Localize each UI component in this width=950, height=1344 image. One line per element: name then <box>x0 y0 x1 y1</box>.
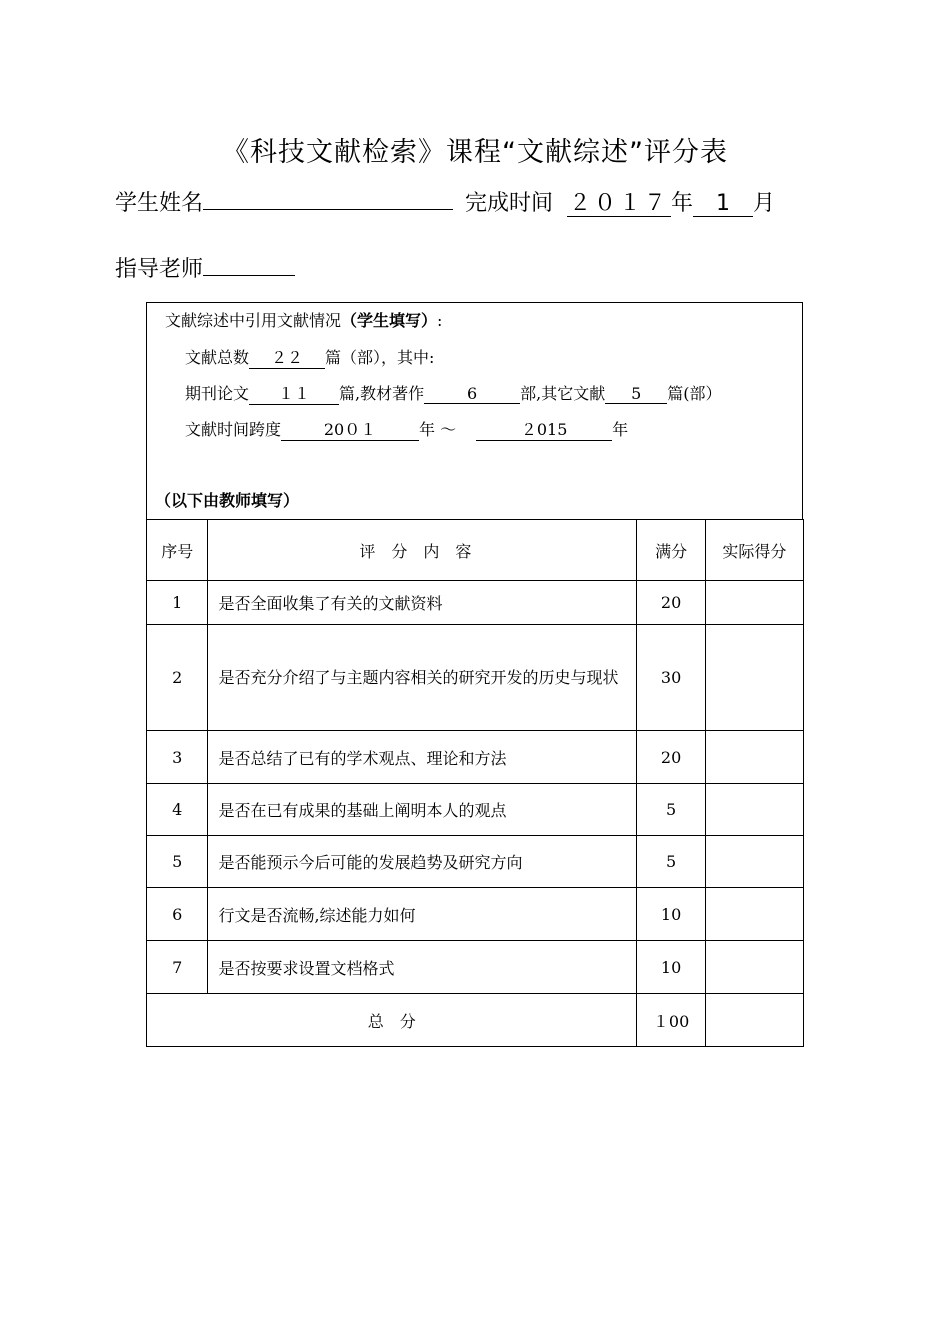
student-name-label: 学生姓名 <box>115 191 204 216</box>
table-row <box>147 731 804 784</box>
other-suffix: 篇(部） <box>667 384 722 403</box>
row-no: 1 <box>147 581 208 625</box>
table-row <box>147 784 804 836</box>
table-row <box>147 888 804 941</box>
span-end-field[interactable]: ２015 <box>476 417 612 441</box>
row-item: 行文是否流畅,综述能力如何 <box>208 888 637 941</box>
row-actual-score[interactable] <box>705 581 803 625</box>
textbook-suffix: 部,其它文献 <box>520 384 606 403</box>
span-suffix: 年 <box>612 420 629 439</box>
row-full: 30 <box>637 625 705 731</box>
student-name-field[interactable] <box>203 209 453 210</box>
total-actual-score[interactable] <box>705 994 803 1047</box>
row-full: 10 <box>637 941 705 994</box>
row-full: 20 <box>637 731 705 784</box>
row-actual-score[interactable] <box>705 731 803 784</box>
year-unit: 年 <box>671 191 694 216</box>
table-total-row <box>147 994 804 1047</box>
citation-heading-text: 文献综述中引用文献情况 <box>165 311 342 330</box>
row-actual-score[interactable] <box>705 836 803 888</box>
textbook-count-field[interactable]: 6 <box>424 384 520 404</box>
total-count-line <box>185 345 434 369</box>
row-actual-score[interactable] <box>705 784 803 836</box>
journal-suffix: 篇,教材著作 <box>339 384 425 403</box>
total-label-cell: 总 分 <box>147 994 637 1047</box>
row-actual-score[interactable] <box>705 625 803 731</box>
header-actual: 实际得分 <box>705 520 803 581</box>
row-actual-score[interactable] <box>705 941 803 994</box>
row-full: 5 <box>637 784 705 836</box>
total-suffix: 篇（部），其中: <box>325 348 435 367</box>
row-full: 5 <box>637 836 705 888</box>
row-full: 20 <box>637 581 705 625</box>
header-full: 满分 <box>637 520 705 581</box>
row-no: 6 <box>147 888 208 941</box>
month-unit: 月 <box>753 191 776 216</box>
advisor-field[interactable] <box>203 275 295 276</box>
header-item: 评分内容 <box>208 520 637 581</box>
citation-info-box <box>146 302 803 519</box>
advisor-label: 指导老师 <box>115 257 204 282</box>
row-no: 7 <box>147 941 208 994</box>
total-full-cell: １00 <box>637 994 705 1047</box>
row-no: 4 <box>147 784 208 836</box>
total-label: 文献总数 <box>185 348 250 367</box>
row-actual-score[interactable] <box>705 888 803 941</box>
row-no: 5 <box>147 836 208 888</box>
table-row <box>147 581 804 625</box>
completion-time-label: 完成时间 <box>465 191 554 216</box>
teacher-fill-note: （以下由教师填写） <box>155 491 300 510</box>
table-row <box>147 941 804 994</box>
month-field[interactable]: 1 <box>693 192 753 217</box>
row-item: 是否在已有成果的基础上阐明本人的观点 <box>208 784 637 836</box>
table-header-row <box>147 520 804 581</box>
span-separator: 年 ～ <box>419 420 457 439</box>
journal-count-field[interactable]: １１ <box>249 381 339 405</box>
row-full: 10 <box>637 888 705 941</box>
year-field[interactable]: ２０１７ <box>569 191 670 216</box>
span-start-field[interactable]: 20０１ <box>281 417 419 441</box>
student-info-line <box>115 186 775 217</box>
citation-heading <box>165 308 442 331</box>
table-row <box>147 625 804 731</box>
other-count-field[interactable]: 5 <box>605 384 667 404</box>
student-fill-note: （学生填写） <box>341 311 438 330</box>
row-item: 是否按要求设置文档格式 <box>208 941 637 994</box>
row-item: 是否充分介绍了与主题内容相关的研究开发的历史与现状 <box>208 625 637 731</box>
advisor-line <box>115 252 295 283</box>
row-no: 3 <box>147 731 208 784</box>
table-row <box>147 836 804 888</box>
row-item: 是否总结了已有的学术观点、理论和方法 <box>208 731 637 784</box>
row-item: 是否能预示今后可能的发展趋势及研究方向 <box>208 836 637 888</box>
time-span-label: 文献时间跨度 <box>185 420 282 439</box>
breakdown-line <box>185 381 721 405</box>
total-count-field[interactable]: ２２ <box>249 345 325 369</box>
score-table <box>146 519 804 1047</box>
citation-heading-colon: : <box>437 311 443 330</box>
header-no: 序号 <box>147 520 208 581</box>
page-title: 《科技文献检索》课程“文献综述”评分表 <box>222 137 728 168</box>
time-span-line <box>185 417 628 441</box>
row-item: 是否全面收集了有关的文献资料 <box>208 581 637 625</box>
row-no: 2 <box>147 625 208 731</box>
journal-label: 期刊论文 <box>185 384 250 403</box>
